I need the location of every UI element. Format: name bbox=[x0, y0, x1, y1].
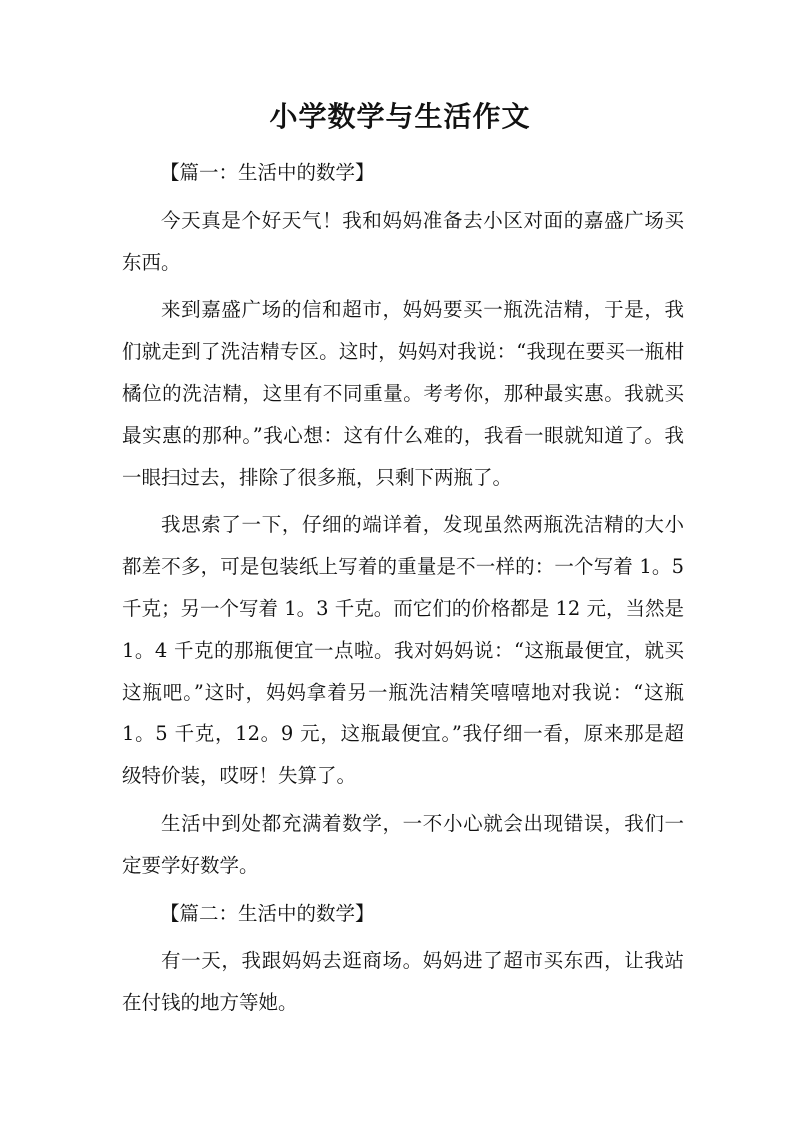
document-body bbox=[122, 152, 684, 1030]
section-2 bbox=[122, 893, 684, 1024]
paragraph: 我思索了一下，仔细的端详着，发现虽然两瓶洗洁精的大小都差不多，可是包装纸上写着的重量是不一样的：一个写着 1。5 千克；另一个写着 1。3 千克。而它们的价格都是 12 元，当然是 1。4 千克的那瓶便宜一点啦。我对妈妈说：“这瓶最便宜，就买这瓶吧。”这时，妈妈拿着另一瓶洗洁精笑嘻嘻地对我说：“这瓶 1。5 千克，12。9 元，这瓶最便宜。”我仔细一看，原来那是超级特价装，哎呀！失算了。 bbox=[122, 513, 684, 788]
section-heading: 【篇二：生活中的数学】 bbox=[160, 901, 375, 925]
paragraph: 有一天，我跟妈妈去逛商场。妈妈进了超市买东西，让我站在付钱的地方等她。 bbox=[122, 949, 684, 1015]
section-1 bbox=[122, 152, 684, 887]
document-title: 小学数学与生活作文 bbox=[269, 100, 531, 133]
paragraph: 来到嘉盛广场的信和超市，妈妈要买一瓶洗洁精，于是，我们就走到了洗洁精专区。这时，妈妈对我说：“我现在要买一瓶柑橘位的洗洁精，这里有不同重量。考考你，那种最实惠。我就买最实惠的那种。”我心想：这有什么难的，我看一眼就知道了。我一眼扫过去，排除了很多瓶，只剩下两瓶了。 bbox=[122, 298, 684, 489]
section-heading: 【篇一：生活中的数学】 bbox=[160, 161, 375, 184]
paragraph: 生活中到处都充满着数学，一不小心就会出现错误，我们一定要学好数学。 bbox=[122, 811, 684, 877]
paragraph: 今天真是个好天气！我和妈妈准备去小区对面的嘉盛广场买东西。 bbox=[122, 208, 684, 274]
